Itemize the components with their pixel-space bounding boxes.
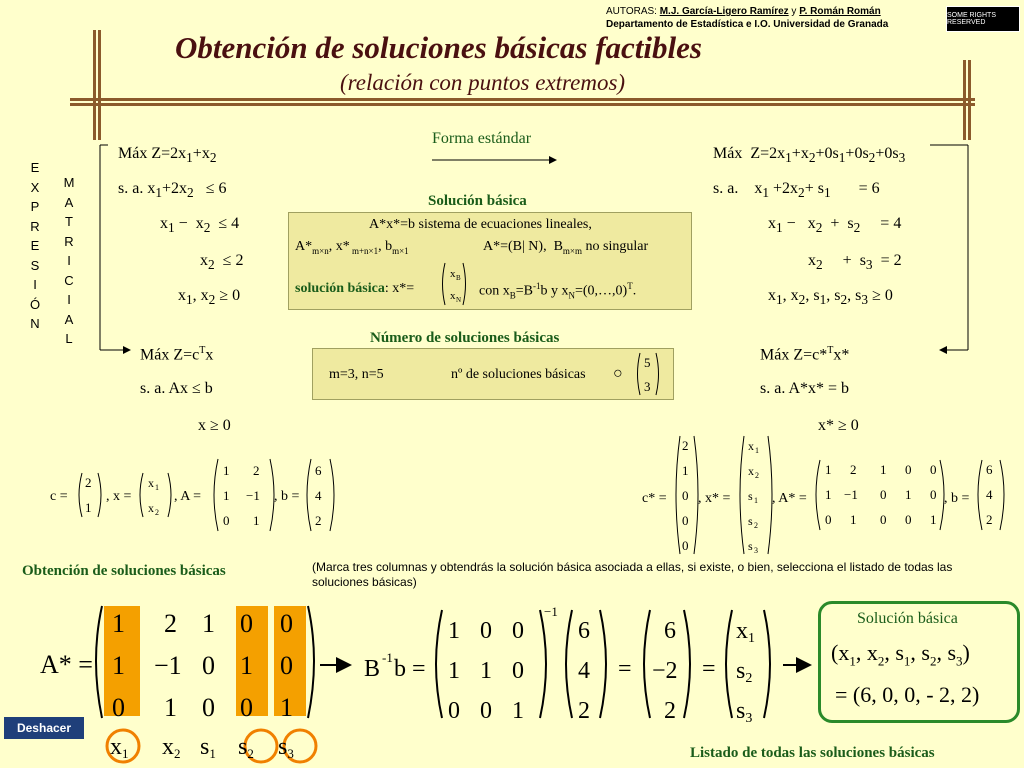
astar-var-x2: x2 <box>162 734 181 761</box>
svg-text:=: = <box>618 656 632 682</box>
svg-text:, x =: , x = <box>106 489 132 504</box>
astar-cell: 1 <box>240 651 253 680</box>
astar-label: A* = <box>40 650 93 679</box>
svg-text:0: 0 <box>905 512 912 527</box>
binv-cell: 0 <box>512 658 524 684</box>
astar-cell: 0 <box>280 609 293 638</box>
author1-link[interactable]: M.J. García-Ligero Ramírez <box>659 6 789 17</box>
expresion-letter: E <box>30 160 40 175</box>
forma-estandar-label: Forma estándar <box>432 130 532 147</box>
astar-var-s3: s3 <box>278 734 294 761</box>
svg-text:2: 2 <box>755 471 759 480</box>
solution-box-title: Solución básica <box>857 610 958 627</box>
num-soluciones-box <box>312 348 674 400</box>
original-matrices <box>48 455 348 535</box>
astar-cell: 1 <box>164 693 177 722</box>
svg-text:5: 5 <box>644 355 651 370</box>
svg-text:0: 0 <box>930 487 937 502</box>
matricial-letter: I <box>67 253 71 268</box>
matrix-right-constraint: s. a. A*x* = b <box>760 380 850 397</box>
binv-cell: 1 <box>480 658 492 684</box>
svg-text:1: 1 <box>850 512 857 527</box>
svg-text:6: 6 <box>315 463 322 478</box>
svg-text:3: 3 <box>754 546 758 555</box>
astar-var-s2: s2 <box>238 734 254 761</box>
ns-left: m=3, n=5 <box>329 367 384 382</box>
binv-b-expression <box>360 600 780 730</box>
svg-text:3: 3 <box>644 379 651 394</box>
astar-cell: 1 <box>112 651 125 680</box>
svg-text:2: 2 <box>682 438 689 453</box>
svg-text:s: s <box>748 539 753 553</box>
matricial-letter: L <box>65 331 73 346</box>
solucion-basica-heading: Solución básica <box>428 193 527 209</box>
solution-values: = (6, 0, 0, - 2, 2) <box>835 682 980 707</box>
ns-right: nº de soluciones básicas <box>451 367 586 382</box>
expresion-letter: R <box>30 218 40 234</box>
left-problem-c1: s. a. $x_1+2x_2 \le 6$ <box>118 180 227 201</box>
svg-text:−1: −1 <box>544 604 558 619</box>
matricial-letter: T <box>65 214 73 229</box>
astar-cell: 0 <box>240 609 253 638</box>
svg-text:−1: −1 <box>246 488 260 503</box>
astar-cell: 1 <box>112 609 125 638</box>
matrix-left-constraint: s. a. Ax ≤ b <box>140 380 213 397</box>
authors-line: AUTORAS: M.J. García-Ligero Ramírez y P. Román Román <box>606 6 881 17</box>
sb-line2: $A*_{m\times n}$, x* $_{m+n\times 1}$, $b_{m\times 1}$ <box>295 239 409 256</box>
astar-cell: 0 <box>112 693 125 722</box>
svg-text:1: 1 <box>682 463 689 478</box>
right-problem-nonneg: $x_1$, $x_2$, $s_1$, $s_2$, $s_3 \ge 0$ <box>768 287 893 308</box>
left-problem-nonneg: $x_1$, $x_2 \ge 0$ <box>178 287 241 308</box>
svg-text:c =: c = <box>50 489 68 504</box>
binv-cell: 0 <box>448 698 460 724</box>
solution-box <box>818 601 1020 723</box>
binv-cell: 0 <box>480 618 492 644</box>
cc-license-badge: SOME RIGHTS RESERVED <box>946 6 1020 32</box>
matricial-letter: A <box>64 194 74 210</box>
matrix-left-objective: Máx $Z=c^Tx$ <box>140 345 214 364</box>
svg-text:0: 0 <box>223 513 230 528</box>
right-problem-objective: Máx $Z=2x_1+x_2+0s_1+0s_2+0s_3$ <box>713 145 906 166</box>
svg-text:1: 1 <box>905 487 912 502</box>
astar-cell: −1 <box>154 651 182 680</box>
b-vector-cell: 6 <box>578 618 590 644</box>
svg-text:s: s <box>748 514 753 528</box>
svg-text:2: 2 <box>85 475 92 490</box>
svg-text:x: x <box>748 464 754 478</box>
svg-text:2: 2 <box>315 513 322 528</box>
sb-line2-right: A*=(B| N), $B_{m\times m}$ no singular <box>483 239 649 256</box>
svg-text:=: = <box>702 656 716 682</box>
department: Departamento de Estadística e I.O. Universidad de Granada <box>606 19 889 30</box>
svg-text:1: 1 <box>825 462 832 477</box>
result-cell: 6 <box>664 618 676 644</box>
binv-cell: 0 <box>512 618 524 644</box>
svg-text:4: 4 <box>315 488 322 503</box>
right-problem-c3: $x_2$ + $s_3 = 2$ <box>808 252 902 273</box>
left-problem-c2: $x_1 - x_2 \le 4$ <box>160 215 240 236</box>
svg-text:2: 2 <box>754 521 758 530</box>
left-problem-objective: Máx $Z=2x_1+x_2$ <box>118 145 217 166</box>
svg-text:c* =: c* = <box>642 491 667 506</box>
expresion-letter: I <box>33 277 37 292</box>
svg-text:2: 2 <box>253 463 260 478</box>
svg-text:0: 0 <box>880 487 887 502</box>
svg-text:x: x <box>148 476 154 490</box>
svg-text:1: 1 <box>754 496 758 505</box>
expresion-letter: N <box>30 316 40 331</box>
deshacer-button[interactable]: Deshacer <box>4 717 84 739</box>
sb-line3: solución básica: x*= <box>295 281 415 296</box>
svg-text:1: 1 <box>223 463 230 478</box>
page-subtitle: (relación con puntos extremos) <box>340 70 626 95</box>
b-vector-cell: 2 <box>578 698 590 724</box>
ns-circle-icon: ○ <box>613 365 623 382</box>
solution-tuple: ($x_1$, $x_2$, $s_1$, $s_2$, $s_3$) <box>831 640 970 669</box>
matricial-letter: R <box>64 233 74 249</box>
svg-text:1: 1 <box>155 483 159 492</box>
svg-text:0: 0 <box>682 513 689 528</box>
astar-var-x1: x1 <box>110 734 129 761</box>
svg-text:1: 1 <box>253 513 260 528</box>
svg-text:B: B <box>456 274 461 282</box>
astar-cell: 1 <box>280 693 293 722</box>
svg-text:0: 0 <box>880 512 887 527</box>
result-cell: −2 <box>652 658 678 684</box>
standard-matrices <box>640 432 1020 560</box>
astar-cell: 0 <box>280 651 293 680</box>
svg-text:0: 0 <box>905 462 912 477</box>
b-vector-cell: 4 <box>578 658 590 684</box>
svg-text:, A =: , A = <box>174 489 201 504</box>
astar-matrix <box>90 600 320 768</box>
matricial-letter: A <box>64 311 74 327</box>
listado-link[interactable]: Listado de todas las soluciones básicas <box>690 745 935 761</box>
svg-text:0: 0 <box>682 538 689 553</box>
svg-text:N: N <box>456 296 462 304</box>
expresion-letter: Ó <box>29 296 41 312</box>
right-problem-c1: s. a. $x_1 +2x_2+ s_1$ = 6 <box>713 180 880 201</box>
svg-text:2: 2 <box>850 462 857 477</box>
instruction-text: (Marca tres columnas y obtendrás la solución básica asociada a ellas, si existe, o bien, selecciona el listado de todas las soluciones básicas) <box>312 560 953 589</box>
svg-text:1: 1 <box>930 512 937 527</box>
binv-cell: 1 <box>448 658 460 684</box>
svg-text:x: x <box>450 290 456 302</box>
expresion-letter: P <box>30 199 40 214</box>
svg-text:s: s <box>748 489 753 503</box>
svg-text:1: 1 <box>755 446 759 455</box>
solucion-basica-box <box>288 212 692 310</box>
svg-text:x: x <box>748 439 754 453</box>
svg-text:B: B <box>364 656 381 682</box>
basic-var-s3: s3 <box>736 698 753 726</box>
astar-cell: 0 <box>240 693 253 722</box>
page-title: Obtención de soluciones básicas factibles <box>175 30 702 65</box>
matricial-letter: I <box>67 292 71 307</box>
svg-text:2: 2 <box>155 508 159 517</box>
astar-cell: 1 <box>202 609 215 638</box>
svg-text:, b =: , b = <box>274 489 300 504</box>
svg-text:2: 2 <box>986 512 993 527</box>
basic-var-s2: s2 <box>736 658 753 686</box>
matrix-right-nonneg: x* ≥ 0 <box>818 417 859 434</box>
binomial-coefficient <box>635 351 661 397</box>
matrix-right-objective: Máx Z=c*$^T$x* <box>760 345 850 364</box>
svg-text:0: 0 <box>825 512 832 527</box>
binv-cell: 1 <box>512 698 524 724</box>
xb-xn-vector <box>439 261 469 307</box>
binv-cell: 0 <box>480 698 492 724</box>
num-soluciones-heading: Número de soluciones básicas <box>370 330 560 346</box>
matricial-letter: C <box>64 272 74 288</box>
svg-text:6: 6 <box>986 462 993 477</box>
svg-text:0: 0 <box>930 462 937 477</box>
matrix-left-nonneg: x ≥ 0 <box>198 417 231 434</box>
svg-text:b =: b = <box>394 656 426 682</box>
author2-link[interactable]: P. Román Román <box>799 6 881 17</box>
svg-text:, A* =: , A* = <box>772 491 807 506</box>
svg-text:−1: −1 <box>844 487 858 502</box>
astar-cell: 0 <box>202 693 215 722</box>
svg-text:4: 4 <box>986 487 993 502</box>
astar-var-s1: s1 <box>200 734 216 761</box>
expresion-letter: X <box>30 179 40 195</box>
svg-text:-1: -1 <box>382 650 393 665</box>
expresion-letter: E <box>30 238 40 253</box>
svg-text:0: 0 <box>682 488 689 503</box>
svg-text:, b =: , b = <box>944 491 970 506</box>
left-problem-c3: $x_2 \le 2$ <box>200 252 244 273</box>
svg-text:1: 1 <box>880 462 887 477</box>
expresion-letter: S <box>30 257 40 273</box>
svg-text:1: 1 <box>85 500 92 515</box>
svg-text:, x* =: , x* = <box>698 491 731 506</box>
svg-text:1: 1 <box>223 488 230 503</box>
basic-var-x1: x1 <box>736 618 755 646</box>
binv-cell: 1 <box>448 618 460 644</box>
astar-cell: 2 <box>164 609 177 638</box>
astar-cell: 0 <box>202 651 215 680</box>
obtencion-heading: Obtención de soluciones básicas <box>22 563 226 579</box>
matricial-letter: M <box>63 175 75 190</box>
svg-text:x: x <box>148 501 154 515</box>
right-problem-c2: $x_1 - x_2 + s_2$ = 4 <box>768 215 902 236</box>
result-cell: 2 <box>664 698 676 724</box>
sb-line3-tail: con $x_B=B^{-1}b$ y $x_N=(0,\dots,0)^T$. <box>479 281 637 301</box>
svg-text:1: 1 <box>825 487 832 502</box>
svg-text:x: x <box>450 268 456 280</box>
sb-line1: A*x*=b sistema de ecuaciones lineales, <box>369 217 592 232</box>
